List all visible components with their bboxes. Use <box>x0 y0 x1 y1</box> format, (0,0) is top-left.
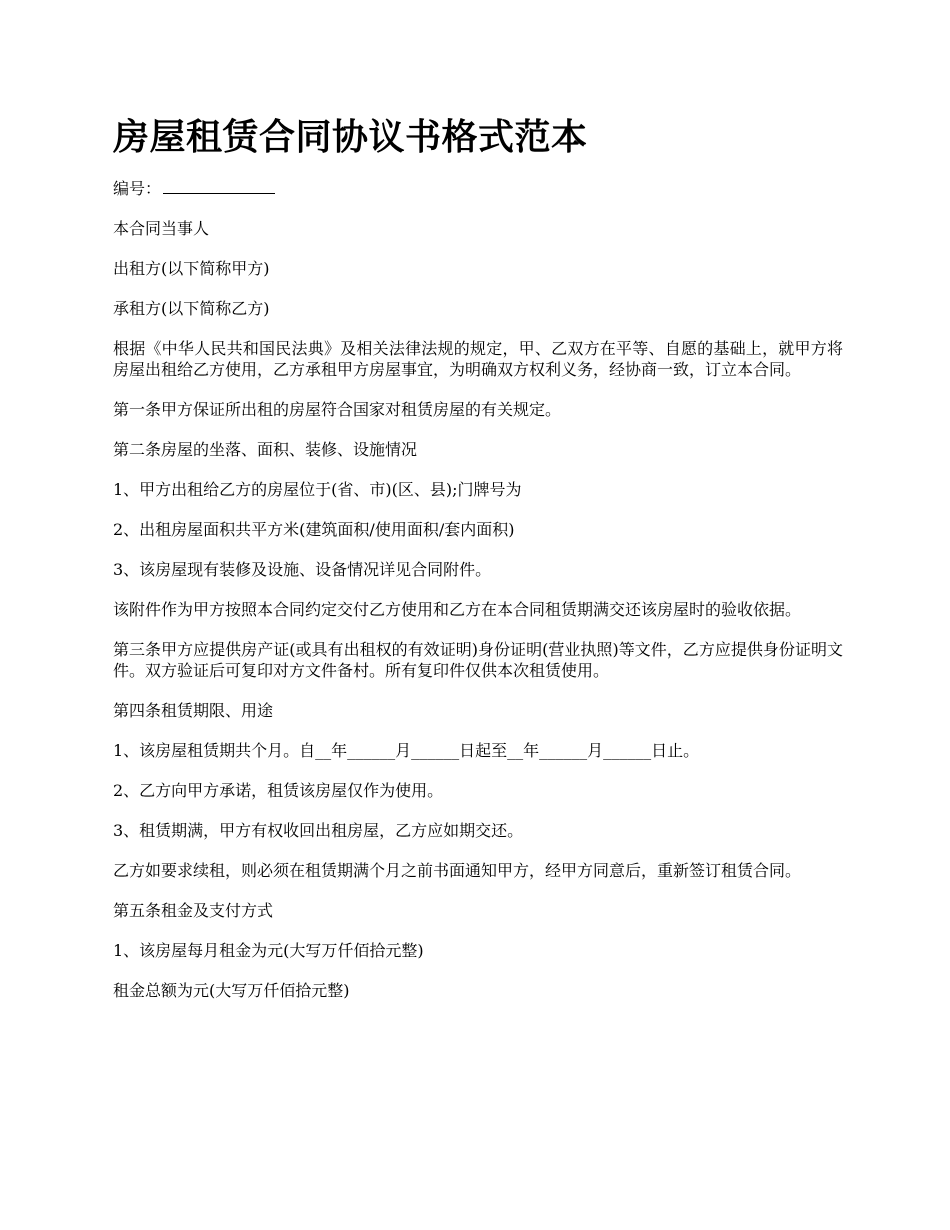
article-2-item-1: 1、甲方出租给乙方的房屋位于(省、市)(区、县);门牌号为 <box>113 480 522 499</box>
document-title: 房屋租赁合同协议书格式范本 <box>113 116 588 158</box>
parties-heading: 本合同当事人 <box>113 219 210 238</box>
preamble-paragraph: 根据《中华人民共和国民法典》及相关法律法规的规定，甲、乙双方在平等、自愿的基础上，就甲方将房屋出租给乙方使用，乙方承租甲方房屋事宜，为明确双方权利义务，经协商一致，订立本合同。 <box>113 339 843 379</box>
article-2-item-3: 3、该房屋现有装修及设施、设备情况详见合同附件。 <box>113 560 492 579</box>
article-4-item-3: 3、租赁期满，甲方有权收回出租房屋，乙方应如期交还。 <box>113 821 524 840</box>
attachment-note: 该附件作为甲方按照本合同约定交付乙方使用和乙方在本合同租赁期满交还该房屋时的验收依据。 <box>113 600 802 619</box>
article-5-item-1: 1、该房屋每月租金为元(大写万仟佰拾元整) <box>113 941 424 960</box>
article-4-item-1: 1、该房屋租赁期共个月。自__年______月______日起至__年______月______日止。 <box>113 741 700 760</box>
lessee-line: 承租方(以下简称乙方) <box>113 299 270 318</box>
document-page <box>113 110 843 1020</box>
document-number <box>113 178 843 199</box>
article-2-heading: 第二条房屋的坐落、面积、装修、设施情况 <box>113 440 418 459</box>
article-1: 第一条甲方保证所出租的房屋符合国家对租赁房屋的有关规定。 <box>113 400 562 419</box>
article-5-heading: 第五条租金及支付方式 <box>113 901 274 920</box>
rent-total-line: 租金总额为元(大写万仟佰拾元整) <box>113 981 350 1000</box>
article-4-item-2: 2、乙方向甲方承诺，租赁该房屋仅作为使用。 <box>113 781 444 800</box>
renewal-note: 乙方如要求续租，则必须在租赁期满个月之前书面通知甲方，经甲方同意后，重新签订租赁合同。 <box>113 861 802 880</box>
article-3: 第三条甲方应提供房产证(或具有出租权的有效证明)身份证明(营业执照)等文件，乙方应提供身份证明文件。双方验证后可复印对方文件备村。所有复印件仅供本次租赁使用。 <box>113 640 843 680</box>
article-4-heading: 第四条租赁期限、用途 <box>113 701 274 720</box>
article-2-item-2: 2、出租房屋面积共平方米(建筑面积/使用面积/套内面积) <box>113 520 515 539</box>
lessor-line: 出租方(以下简称甲方) <box>113 259 270 278</box>
number-blank <box>163 179 275 194</box>
number-label: 编号： <box>113 179 162 198</box>
